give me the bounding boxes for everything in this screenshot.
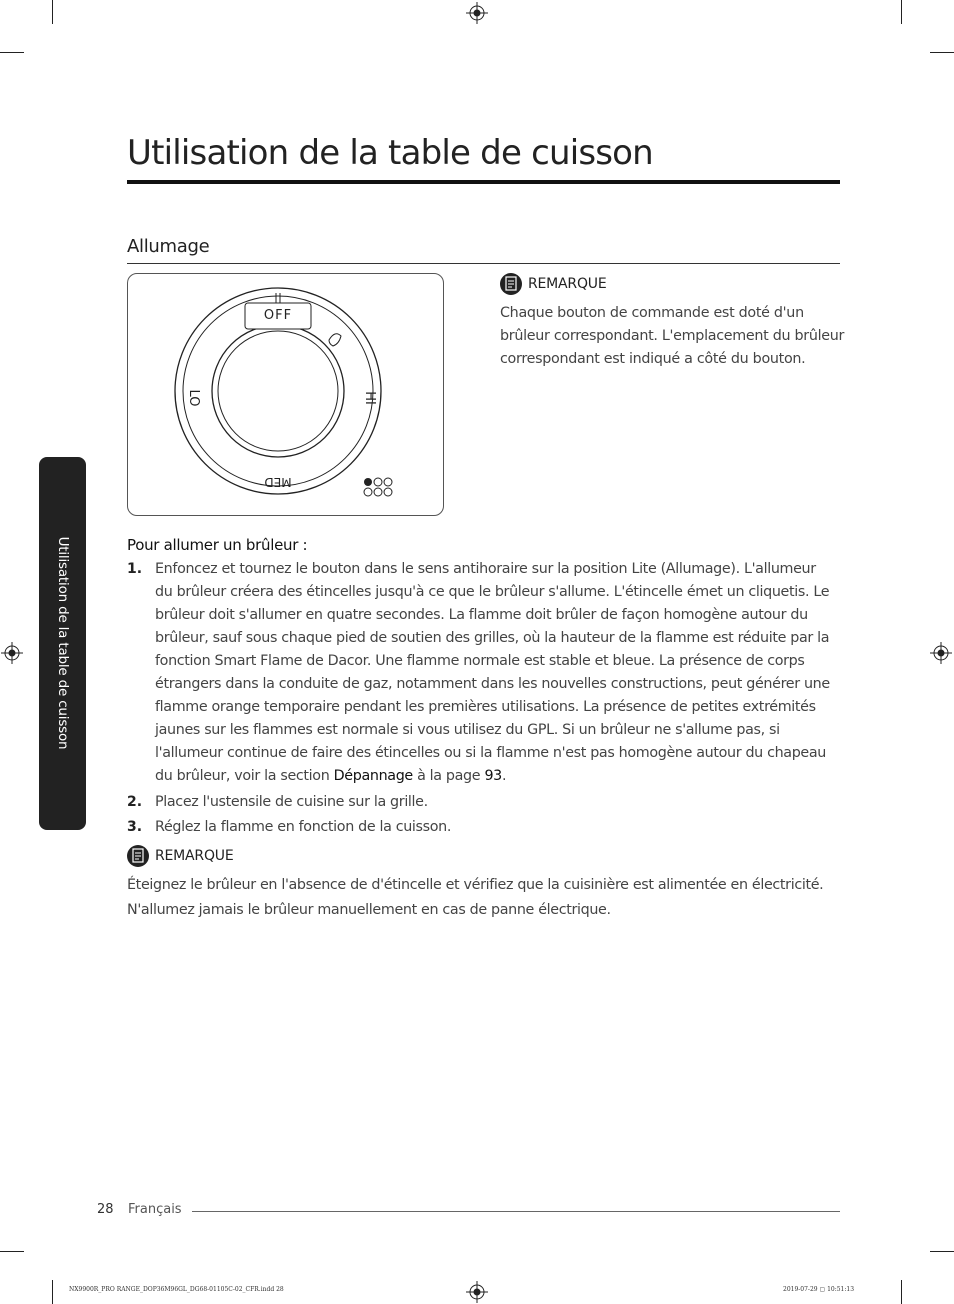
knob-hi-label: HI	[362, 391, 377, 405]
knob-off-label: OFF	[263, 308, 293, 323]
crop-mark	[930, 1251, 954, 1252]
page-title: Utilisation de la table de cuisson	[127, 133, 653, 173]
note-line: N'allumez jamais le brûleur manuellement en cas de panne électrique.	[127, 902, 611, 918]
troubleshooting-link[interactable]: Dépannage	[333, 768, 413, 784]
registration-mark-icon	[466, 1281, 488, 1303]
section-heading: Allumage	[127, 236, 210, 257]
step-1-body: Enfoncez et tournez le bouton dans le sens antihoraire sur la position Lite (Allumage). L'allumeur du brûleur créera des étincelles jusqu'à ce que le brûleur s'allume. L'étincelle émet un cliquetis. Le brûleur doit s'allumer en quatre secondes. La flamme doit brûler de façon homogène autour du brûleur, sauf sous chaque pied de soutien des grilles, où la hauteur de la flamme est réduite par la fonction Smart Flame de Dacor. Une flamme normale est stable et bleue. La présence de corps étrangers dans la conduite de gaz, notamment dans les nouvelles constructions, peut générer une flamme orange temporaire pendant les premières utilisations. La présence de petites extrémités jaunes sur les flammes est normale si vous utilisez du GPL. Si un brûleur ne s'allume pas, si l'allumeur continue de faire des étincelles ou si la flamme n'est pas homogène autour du chapeau du brûleur, voir la section	[155, 561, 830, 784]
note-heading: REMARQUE	[155, 848, 234, 864]
step-text: Placez l'ustensile de cuisine sur la grille.	[155, 794, 428, 810]
knob-med-label: MED	[264, 475, 292, 489]
page-number: 28	[97, 1202, 114, 1217]
note-body	[127, 873, 847, 923]
step-text: Réglez la flamme en fonction de la cuisson.	[155, 819, 452, 835]
crop-mark	[0, 1251, 24, 1252]
note-body: Chaque bouton de commande est doté d'un brûleur correspondant. L'emplacement du brûleur correspondant est indiqué a côté du bouton.	[500, 305, 845, 367]
crop-mark	[901, 1280, 902, 1304]
step-1-end: .	[501, 768, 507, 784]
page-reference-link[interactable]: 93	[484, 768, 502, 784]
step-number: 3.	[127, 819, 143, 835]
knob-illustration	[127, 273, 444, 516]
side-tab-label: Utilisation de la table de cuisson	[55, 536, 71, 750]
note-heading: REMARQUE	[528, 276, 607, 292]
note-icon	[127, 845, 149, 867]
section-rule	[127, 263, 840, 264]
crop-mark	[52, 0, 53, 24]
registration-mark-icon	[1, 642, 23, 664]
step-number: 2.	[127, 794, 143, 810]
registration-mark-icon	[930, 642, 952, 664]
title-rule	[127, 180, 840, 184]
crop-mark	[930, 52, 954, 53]
note-icon	[500, 273, 522, 295]
print-slug-left: NX9900R_PRO RANGE_DOP36M96GL_DG68-01105C-02_CFR.indd 28	[69, 1286, 284, 1293]
burner-position-icon	[364, 478, 392, 496]
registration-mark-icon	[466, 2, 488, 24]
footer-rule	[192, 1211, 840, 1212]
step-text	[155, 558, 835, 788]
crop-mark	[0, 52, 24, 53]
instructions-subheading: Pour allumer un brûleur :	[127, 536, 308, 554]
crop-mark	[901, 0, 902, 24]
print-slug-right: 2019-07-29 ▢ 10:51:13	[783, 1286, 855, 1293]
crop-mark	[52, 1280, 53, 1304]
step-number: 1.	[127, 561, 143, 577]
chapter-side-tab	[39, 457, 86, 830]
knob-drawing	[128, 274, 445, 517]
language-label: Français	[128, 1202, 182, 1217]
knob-lo-label: LO	[186, 389, 201, 407]
note-line: Éteignez le brûleur en l'absence de d'étincelle et vérifiez que la cuisinière est alimentée en électricité.	[127, 877, 824, 893]
step-1-mid: à la page	[417, 768, 481, 784]
